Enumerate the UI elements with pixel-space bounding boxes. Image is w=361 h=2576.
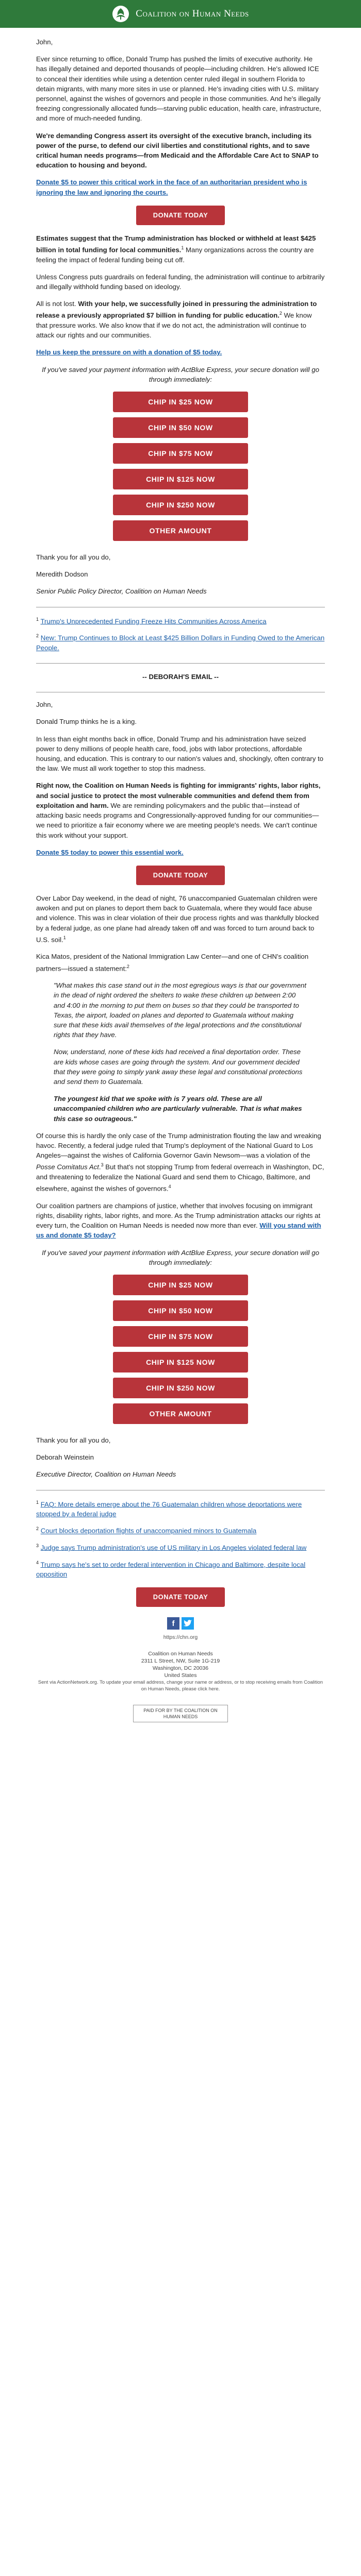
footnotes xyxy=(36,615,325,653)
donate-link[interactable]: Donate $5 to power this critical work in the face of an authoritarian president who is ignoring the law and ignoring the courts. xyxy=(36,178,307,196)
paragraph-text: All is not lost. xyxy=(36,300,78,308)
facebook-icon[interactable]: f xyxy=(167,1617,179,1630)
quote-paragraph: "What makes this case stand out in the most egregious ways is that our government in the dead of night ordered the shelters to wake these children up between 2:00 and 4:00 in the morning to put them on buses so that they could be transported to Texas, the airport, loaded on planes and deported to Guatemala without making sure that these kids avail themselves of the legal protections and the constitutional rights that they have. xyxy=(54,981,306,1039)
paragraph-bold-text: Right now, the Coalition on Human Needs is fighting for immigrants' rights, labor rights, and social justice to protect the most vulnerable communities and defend them from exploitation and harm. xyxy=(36,782,321,809)
footnote-ref: 4 xyxy=(168,1184,171,1190)
chip-in-125-button[interactable]: CHIP IN $125 NOW xyxy=(113,1352,248,1372)
paragraph-text: Our coalition partners are champions of justice, whether that involves focusing on immigrant rights, disability rights, labor rights, and more. As the Trump administration attacks our rights at every turn, the Coalition on Human Needs is needed now more than ever. xyxy=(36,1201,321,1230)
chip-in-75-button[interactable]: CHIP IN $75 NOW xyxy=(113,1326,248,1347)
signer-title: Senior Public Policy Director, Coalition on Human Needs xyxy=(36,587,207,596)
donate-button[interactable]: DONATE TODAY xyxy=(136,1587,225,1607)
chip-in-75-button[interactable]: CHIP IN $75 NOW xyxy=(113,443,248,464)
greeting: John, xyxy=(36,701,53,709)
paragraph: Of course this is hardly the only case of the Trump administration flouting the law and wreaking havoc. Recently, a federal judge ruled that Trump's deployment of the National Guard to Los Angeles—against the wishes of California Governor Gavin Newsom—was a violation of the Posse Comitatus Act.$^3$ But that's not stopping Trump from federal overreach in Washington, DC, and threatening to federalize the National Guard and send them to Chicago, Baltimore, and elsewhere, against the wishes of governors.$^4$ xyxy=(36,1131,324,1193)
chip-in-250-button[interactable]: CHIP IN $250 NOW xyxy=(113,495,248,515)
section-divider xyxy=(36,663,325,664)
paragraph xyxy=(36,781,325,840)
other-amount-button[interactable]: OTHER AMOUNT xyxy=(113,1403,248,1424)
footnote-number: 2 xyxy=(36,633,39,639)
footnote-number: 2 xyxy=(36,1526,39,1532)
act-name: Posse Comitatus Act xyxy=(36,1163,99,1171)
twitter-icon[interactable] xyxy=(182,1617,194,1630)
chip-in-250-button[interactable]: CHIP IN $250 NOW xyxy=(113,1378,248,1398)
footnote-number: 4 xyxy=(36,1560,39,1565)
chip-in-125-button[interactable]: CHIP IN $125 NOW xyxy=(113,469,248,489)
quote xyxy=(54,980,307,1124)
footnote-number: 1 xyxy=(36,1499,39,1505)
other-amount-button[interactable]: OTHER AMOUNT xyxy=(113,520,248,541)
mailing-address xyxy=(36,1650,325,1679)
donate-link[interactable]: Donate $5 today to power this essential work. xyxy=(36,848,184,856)
footnote-ref: 2 xyxy=(279,311,282,316)
closing: Thank you for all you do, xyxy=(36,1436,111,1444)
actblue-note: If you've saved your payment information with ActBlue Express, your secure donation will go through immediately: xyxy=(42,1248,319,1266)
donate-link[interactable]: Help us keep the pressure on with a donation of $5 today. xyxy=(36,348,222,357)
footnote-ref: 1 xyxy=(63,935,66,940)
footnote-link[interactable]: Trump says he's set to order federal intervention in Chicago and Baltimore, despite local opposition xyxy=(36,1560,306,1579)
paid-for-disclaimer: PAID FOR BY THE COALITION ON HUMAN NEEDS xyxy=(133,1705,228,1722)
paragraph xyxy=(36,893,325,944)
paragraph-text: Of course this is hardly the only case of the Trump administration flouting the law and wreaking havoc. Recently, a federal judge ruled that Trump's deployment of the National Guard to Los Angeles—against the wishes of California Governor Gavin Newsom—was a violation of the xyxy=(36,1131,321,1160)
paragraph-bold-text: Estimates suggest that the Trump administration has blocked or withheld at least $425 billion in total funding for local communities. xyxy=(36,234,316,254)
footnote-link[interactable]: Trump's Unprecedented Funding Freeze Hits Communities Across America xyxy=(40,617,267,625)
donate-button[interactable]: DONATE TODAY xyxy=(136,866,225,885)
paragraph: Ever since returning to office, Donald Trump has pushed the limits of executive authority. He has illegally detained and deported thousands of people—including children. He's allowed ICE to conceal their identities while using a detention center ruled illegal in southern Florida to detain migrants, with many more sites in use or planned. He's invading cities with U.S. military personnel, against the wishes of governors and people in those communities. And he's illegally freezing congressionally allocated funds—starving public education, health care, infrastructure, and more of much-needed funding. xyxy=(36,55,321,123)
chip-in-50-button[interactable]: CHIP IN $50 NOW xyxy=(113,417,248,438)
signer-name: Deborah Weinstein xyxy=(36,1453,94,1462)
paragraph-text: Kica Matos, president of the National Immigration Law Center—and one of CHN's coalition partners—issued a statement: xyxy=(36,953,309,972)
actblue-note: If you've saved your payment information with ActBlue Express, your secure donation will go through immediately: xyxy=(42,365,319,383)
paragraph: In less than eight months back in office, Donald Trump and his administration have seized power to deny millions of people health care, food, jobs with labor protections, affordable housing, and education. This is contrary to our nation's values and, shockingly, often contrary to the law. We must all work together to stop this madness. xyxy=(36,735,323,773)
social-links xyxy=(36,1617,325,1630)
email-body xyxy=(36,28,325,1722)
paragraph-text: Over Labor Day weekend, in the dead of night, 76 unaccompanied Guatemalan children were awoken and put on planes to deport them back to Guatemala, where they would face abuse and violence. This was in clear violation of their due process rights and was thankfully blocked by a federal judge, as one plane had already taken off and was forced to turn around back to U.S. soil. xyxy=(36,894,319,944)
chip-in-25-button[interactable]: CHIP IN $25 NOW xyxy=(113,1275,248,1295)
footnote-link[interactable]: Judge says Trump administration's use of US military in Los Angeles violated federal law xyxy=(40,1544,307,1552)
footnote-link[interactable]: Court blocks deportation flights of unaccompanied minors to Guatemala xyxy=(40,1527,257,1535)
footnote-number: 1 xyxy=(36,616,39,622)
footnote-number: 3 xyxy=(36,1543,39,1548)
coalition-logo-icon xyxy=(112,5,129,23)
paragraph xyxy=(36,233,325,265)
paragraph: Unless Congress puts guardrails on federal funding, the administration will continue to arbitrarily and illegally withhold funding based on ideology. xyxy=(36,273,325,291)
paragraph xyxy=(36,952,325,973)
paragraph: Donald Trump thinks he is a king. xyxy=(36,718,137,726)
quote-paragraph: Now, understand, none of these kids had received a final deportation order. These are kids whose cases are going through the system. And our government decided that they were going to simply yank away these legal and constitutional protections and send them to Guatemala. xyxy=(54,1048,303,1086)
signer-name: Meredith Dodson xyxy=(36,570,88,579)
paragraph-bold-text: With your help, we successfully joined in pressuring the administration to release a previously appropriated $7 billion in funding for public education. xyxy=(36,300,317,319)
org-name: Coalition on Human Needs xyxy=(136,8,249,19)
footnote-ref: 3 xyxy=(101,1162,104,1168)
footnote-link[interactable]: New: Trump Continues to Block at Least $425 Billion Dollars in Funding Owed to the American People. xyxy=(36,634,325,652)
email-header xyxy=(0,0,361,28)
greeting: John, xyxy=(36,38,53,46)
paragraph xyxy=(36,299,325,340)
unsubscribe-text[interactable]: Sent via ActionNetwork.org. To update your email address, change your name or address, or to stop receiving emails from Coalition on Human Needs, please click here. xyxy=(38,1679,323,1692)
donate-link[interactable]: Will you stand with us and donate $5 today? xyxy=(36,1222,321,1240)
paragraph-text: We are reminding policymakers and the public that—instead of attacking basic needs programs and Congressionally-approved funding for our communities—we need to prioritize a fair economy where we are meeting people's needs. We can't continue this work without your support. xyxy=(36,801,319,839)
address-line: Washington, DC 20036 xyxy=(152,1665,209,1671)
footnote-ref: 1 xyxy=(181,245,184,251)
quote-paragraph-bold: The youngest kid that we spoke with is 7 years old. These are all unaccompanied children who are particularly vulnerable. That is what makes this case so outrageous." xyxy=(54,1095,302,1123)
paragraph-text: But that's not stopping Trump from federal overreach in Washington, DC, and threatening to federalize the National Guard and send them to Chicago, Baltimore, and elsewhere, against the wishes of governors. xyxy=(36,1163,324,1193)
paragraph-bold: We're demanding Congress assert its oversight of the executive branch, including its power of the purse, to defend our civil liberties and constitutional rights, and to save critical human needs programs—from Medicaid and the Affordable Care Act to SNAP to education to housing and beyond. xyxy=(36,131,319,170)
paragraph xyxy=(36,1201,325,1241)
footnote-ref: 2 xyxy=(126,963,129,969)
signer-title: Executive Director, Coalition on Human Needs xyxy=(36,1470,176,1479)
paragraph-text: We know that pressure works. We also know that if we do not act, the administration will continue to attack our rights and our communities. xyxy=(36,311,312,340)
chip-in-25-button[interactable]: CHIP IN $25 NOW xyxy=(113,392,248,412)
address-line: United States xyxy=(164,1672,197,1679)
email-divider-heading: -- DEBORAH'S EMAIL -- xyxy=(142,673,219,681)
footnote-link[interactable]: FAQ: More details emerge about the 76 Guatemalan children whose deportations were stopped by a federal judge xyxy=(36,1500,302,1518)
site-url[interactable]: https://chn.org xyxy=(163,1634,198,1641)
address-line: 2311 L Street, NW, Suite 1G-219 xyxy=(141,1657,220,1664)
paragraph-text: Many organizations across the country are feeling the impact of federal funding being cut off. xyxy=(36,246,314,264)
closing: Thank you for all you do, xyxy=(36,553,111,562)
footnotes xyxy=(36,1498,325,1580)
address-line: Coalition on Human Needs xyxy=(148,1650,213,1657)
donate-button[interactable]: DONATE TODAY xyxy=(136,206,225,225)
chip-in-50-button[interactable]: CHIP IN $50 NOW xyxy=(113,1300,248,1321)
